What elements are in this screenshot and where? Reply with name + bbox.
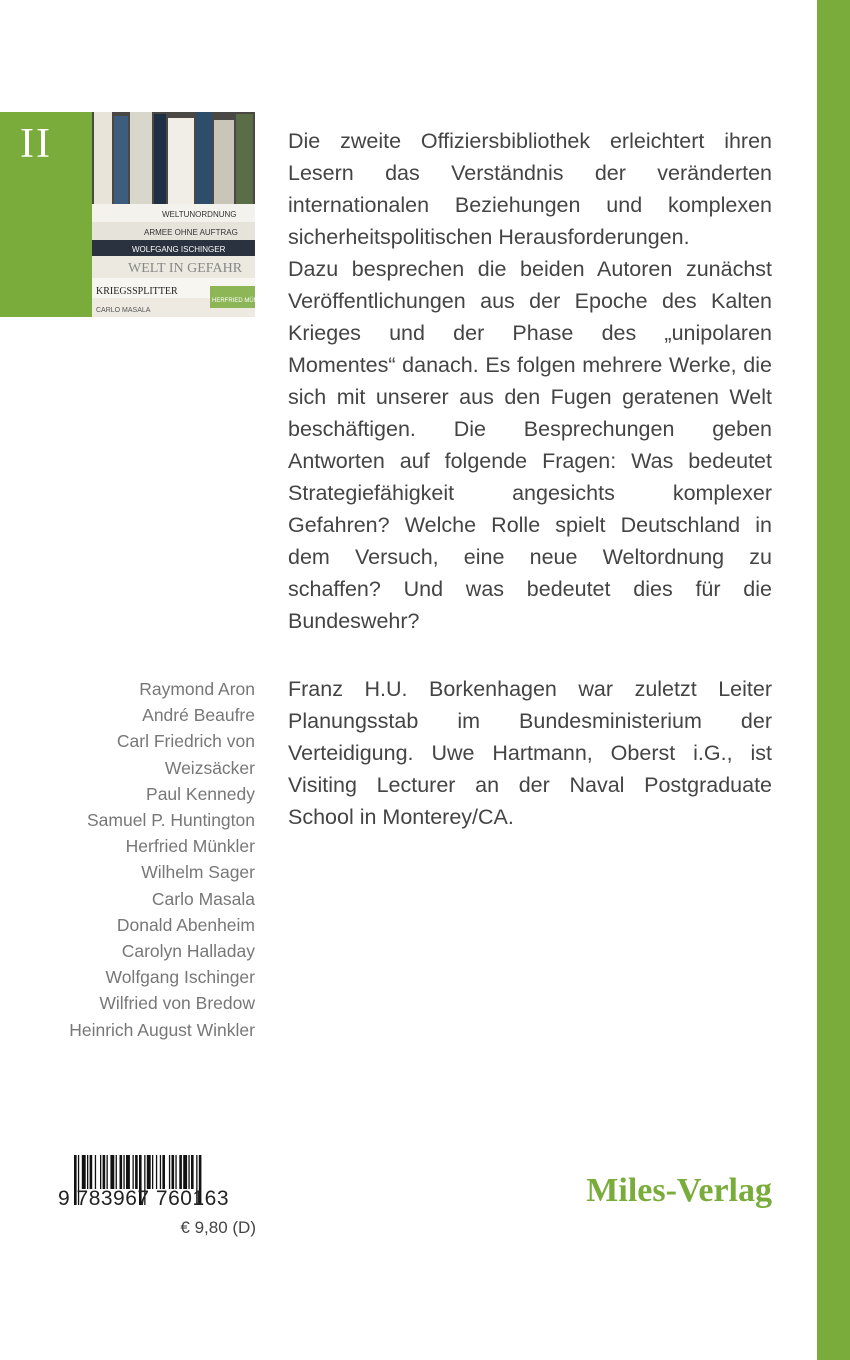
isbn-number: 9 783967 760163 <box>58 1187 229 1210</box>
barcode-bar <box>175 1155 176 1189</box>
author-name: Wolfgang Ischinger <box>105 967 255 988</box>
barcode-bar <box>172 1155 175 1189</box>
publisher-logo: Miles-Verlag <box>586 1172 772 1209</box>
reviewed-authors-list <box>30 676 255 1043</box>
author-name: Carl Friedrich von Weizsäcker <box>116 731 255 778</box>
author-name: Paul Kennedy <box>146 783 255 804</box>
author-name: Wilhelm Sager <box>141 862 255 883</box>
author-name: Heinrich August Winkler <box>69 1019 255 1040</box>
isbn-barcode <box>58 1155 256 1215</box>
book-description <box>288 125 772 637</box>
author-name: Carolyn Halladay <box>121 941 255 962</box>
spine-text: ARMEE OHNE AUFTRAG <box>144 228 238 237</box>
barcode-bar <box>156 1155 157 1189</box>
author-name: Raymond Aron <box>139 679 255 699</box>
barcode-bar <box>188 1155 189 1189</box>
author-bio: Franz H.U. Borkenhagen war zuletzt Leiter Planungsstab im Bundesministerium der Verteidigung. Uwe Hartmann, Oberst i.G., ist Visiting Lecturer an der Naval Postgraduate School in Monterey/CA. <box>288 677 772 829</box>
barcode-bar <box>169 1155 170 1189</box>
barcode-bar <box>183 1155 187 1189</box>
barcode-bar <box>123 1155 124 1189</box>
barcode-bar <box>107 1155 108 1189</box>
barcode-bar <box>116 1155 117 1189</box>
author-name: Wilfried von Bredow <box>99 993 255 1014</box>
barcode-bar <box>90 1155 93 1189</box>
barcode-bar <box>126 1155 130 1189</box>
price-label: € 9,80 (D) <box>180 1218 256 1237</box>
barcode-bar <box>162 1155 165 1189</box>
green-spine-stripe <box>817 0 850 1360</box>
author-name: Herfried Münkler <box>125 836 255 857</box>
author-name: André Beaufre <box>142 705 255 726</box>
barcode-bar <box>179 1155 182 1189</box>
volume-number: II <box>20 121 52 167</box>
barcode-bar <box>95 1155 96 1189</box>
spine-text: KRIEGSSPLITTER <box>96 286 178 297</box>
barcode-bar <box>135 1155 138 1189</box>
spine-text: WOLFGANG ISCHINGER <box>132 245 226 254</box>
spine-text: WELT IN GEFAHR <box>128 261 243 276</box>
description-paragraph-1: Die zweite Offiziersbibliothek erleichtert ihren Lesern das Verständnis der veränderten internationalen Beziehungen und komplexen sicherheitspolitischen Herausforderungen. <box>288 129 772 249</box>
description-paragraph-2: Dazu besprechen die beiden Autoren zunächst Veröffentlichungen aus der Epoche des Kalten Krieges und der Phase des „unipolaren Momentes“ danach. Es folgen mehrere Werke, die sich mit unserer aus den Fugen geratenen Welt beschäftigen. Die Besprechungen geben Antworten auf folgende Fragen: Was bedeutet Strategiefähigkeit angesichts komplexer Gefahren? Welche Rolle spielt Deutschland in dem Versuch, eine neue Weltordnung zu schaffen? Und was bedeutet dies für die Bundeswehr? <box>288 257 772 633</box>
barcode-bar <box>82 1155 86 1189</box>
barcode-bar <box>103 1155 106 1189</box>
barcode-bar <box>87 1155 88 1189</box>
barcode-bar <box>147 1155 151 1189</box>
author-name: Donald Abenheim <box>116 914 255 935</box>
author-name: Samuel P. Huntington <box>87 810 255 831</box>
barcode-bar <box>110 1155 114 1189</box>
spine-text: WELTUNORDNUNG <box>162 210 237 219</box>
barcode-bar <box>100 1155 101 1189</box>
barcode-bar <box>152 1155 153 1189</box>
barcode-bar <box>160 1155 161 1189</box>
barcode-bar <box>191 1155 194 1189</box>
author-name: Carlo Masala <box>151 888 255 909</box>
book-stack-photo <box>92 112 274 317</box>
spine-text: HERFRIED MÜNKLER <box>212 298 274 304</box>
spine-text: CARLO MASALA <box>96 307 151 314</box>
volume-badge <box>0 112 92 317</box>
barcode-bar <box>120 1155 123 1189</box>
barcode-bar <box>133 1155 134 1189</box>
